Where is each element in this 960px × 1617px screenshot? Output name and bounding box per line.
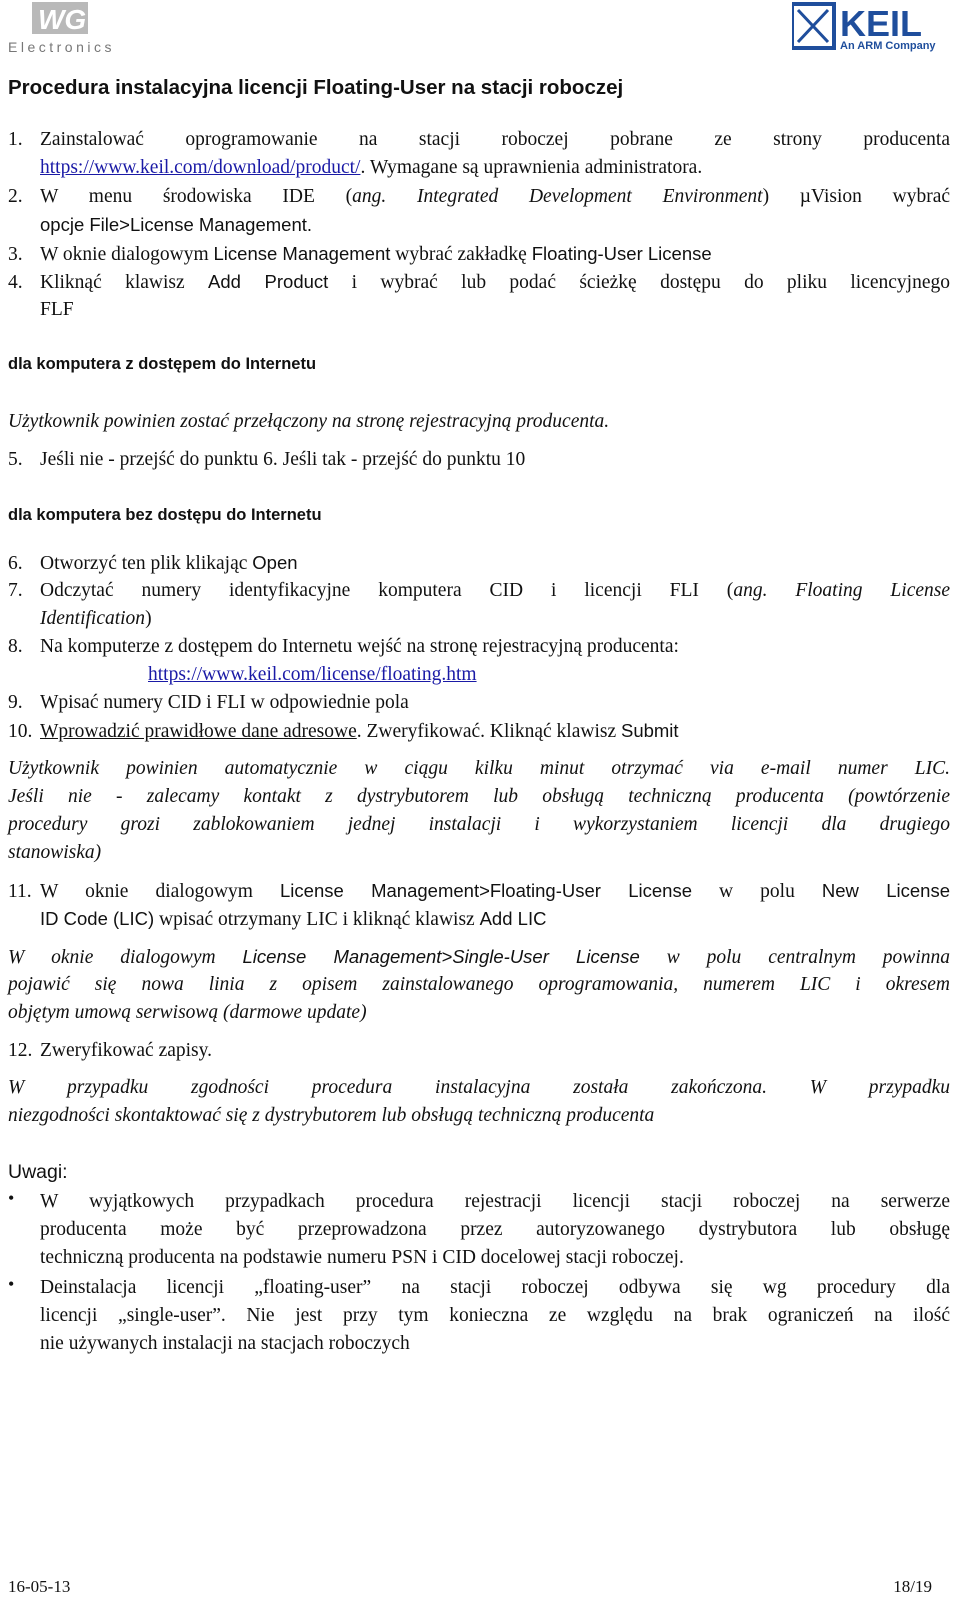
ui-term: Add LIC: [479, 908, 547, 929]
step-text: W oknie dialogowym: [40, 244, 214, 265]
dialog-paragraph-1: [8, 943, 950, 972]
step-text: Na komputerze z dostępem do Internetu wejść na stronę rejestracyjną producenta:: [40, 636, 679, 657]
step-number: 12.: [8, 1040, 33, 1061]
ui-term: License Management: [213, 243, 391, 264]
step-text: w polu: [692, 881, 822, 902]
wg-logo-graphic: [8, 0, 138, 58]
svg-text:WG: WG: [38, 4, 87, 35]
step-text-underlined: Wprowadzić prawidłowe dane adresowe: [40, 721, 357, 742]
step-text-italic: Floating License: [767, 580, 950, 601]
svg-text:Electronics: Electronics: [8, 39, 115, 55]
ui-term: License Management>Floating-User License: [280, 880, 692, 901]
paragraph-text: W oknie dialogowym: [8, 947, 243, 968]
step-text-italic: ang.: [352, 186, 387, 207]
note-1-line-3: techniczną producenta na podstawie numeru PSN i CID docelowej stacji roboczej.: [40, 1247, 684, 1268]
step-text: Jeśli nie - przejść do punktu 6. Jeśli tak - przejść do punktu 10: [40, 449, 526, 470]
step-text: ) µVision wybrać: [762, 186, 951, 207]
internet-note: Użytkownik powinien zostać przełączony na stronę rejestracyjną producenta.: [8, 411, 610, 432]
paragraph-text: w polu centralnym powinna: [639, 947, 950, 968]
ui-term: Submit: [620, 720, 679, 741]
step-number: 2.: [8, 186, 23, 207]
note-1-line-2: producenta może być przeprowadzona przez autoryzowanego dystrybutora lub obsługę: [40, 1219, 950, 1240]
step-number: 7.: [8, 580, 23, 601]
step-8-line-1: [8, 633, 950, 661]
step-1-line-2: [8, 154, 950, 182]
step-text: . Wymagane są uprawnienia administratora.: [360, 157, 703, 178]
step-number: 5.: [8, 449, 23, 470]
wg-electronics-logo: [8, 0, 138, 58]
step-number: 8.: [8, 636, 23, 657]
keil-logo: [792, 0, 952, 56]
step-text: Odczytać numery identyfikacyjne komputera CID i licencji FLI (: [40, 580, 734, 601]
done-paragraph-2: niezgodności skontaktować się z dystrybutorem lub obsługą techniczną producenta: [8, 1105, 655, 1126]
step-text: Wpisać numery CID i FLI w odpowiednie pola: [40, 692, 409, 713]
ui-term: Floating-User License: [531, 243, 712, 264]
step-8-line-2: [148, 661, 950, 689]
dialog-paragraph-2: pojawić się nowa linia z opisem zainstalowanego oprogramowania, numerem LIC i okresem: [8, 974, 950, 995]
step-number: 3.: [8, 244, 23, 265]
auto-paragraph-4: stanowiska): [8, 842, 102, 863]
step-number: 4.: [8, 272, 23, 293]
bullet-2: •: [8, 1274, 15, 1294]
step-3: [8, 240, 950, 269]
registration-link[interactable]: https://www.keil.com/license/floating.htm: [148, 664, 477, 685]
step-text: W menu środowiska IDE (: [40, 186, 353, 207]
done-paragraph-1: W przypadku zgodności procedura instalacyjna została zakończona. W przypadku: [8, 1077, 950, 1098]
step-10: [8, 717, 950, 746]
step-6: [8, 549, 950, 578]
step-text-italic: Integrated Development Environment: [386, 186, 763, 207]
step-text: W oknie dialogowym: [40, 881, 281, 902]
step-11-line-1: [8, 877, 950, 906]
step-number: 1.: [8, 129, 23, 150]
step-text: wybrać zakładkę: [390, 244, 532, 265]
step-1-line-1: [8, 126, 950, 154]
auto-paragraph-1: Użytkownik powinien automatycznie w ciągu kilku minut otrzymać via e-mail numer LIC.: [8, 758, 950, 779]
footer-page-number: 18/19: [893, 1577, 932, 1596]
step-text: Zweryfikować zapisy.: [40, 1040, 212, 1061]
step-text-italic: Identification: [40, 608, 146, 629]
step-number: 11.: [8, 881, 32, 902]
internet-heading: dla komputera z dostępem do Internetu: [8, 355, 317, 373]
step-text: wpisać otrzymany LIC i kliknąć klawisz: [154, 909, 480, 930]
note-2-line-2: licencji „single-user”. Nie jest przy tym konieczna ze względu na brak ograniczeń na ilość: [40, 1305, 950, 1326]
step-5: [8, 446, 950, 474]
step-text: i wybrać lub podać ścieżkę dostępu do pliku licencyjnego: [328, 272, 950, 293]
note-2-line-3: nie używanych instalacji na stacjach roboczych: [40, 1333, 410, 1354]
bullet-1: •: [8, 1188, 15, 1208]
step-number: 6.: [8, 553, 23, 574]
step-text: Otworzyć ten plik klikając: [40, 553, 253, 574]
offline-heading: dla komputera bez dostępu do Internetu: [8, 506, 322, 524]
step-text: . Zweryfikować. Kliknąć klawisz: [356, 721, 621, 742]
page-title: Procedura instalacyjna licencji Floating-User na stacji roboczej: [8, 76, 624, 99]
step-7-line-2: [8, 605, 950, 633]
ui-term: New License: [821, 880, 950, 901]
ui-term: License Management>Single-User License: [242, 946, 640, 967]
svg-text:KEIL: KEIL: [840, 3, 923, 44]
download-link[interactable]: https://www.keil.com/download/product/: [40, 157, 361, 178]
step-2-line-2: opcje File>License Management.: [40, 214, 313, 235]
auto-paragraph-2: Jeśli nie - zalecamy kontakt z dystrybutorem lub obsługą techniczną producenta (powtórzenie: [8, 786, 950, 807]
step-11-line-2: [8, 905, 950, 934]
step-number: 9.: [8, 692, 23, 713]
dialog-paragraph-3: objętym umową serwisową (darmowe update): [8, 1002, 367, 1023]
svg-text:An ARM Company: An ARM Company: [840, 40, 936, 52]
keil-logo-graphic: [792, 0, 952, 56]
step-12: [8, 1037, 950, 1065]
step-7-line-1: [8, 577, 950, 605]
notes-heading: Uwagi:: [8, 1161, 68, 1183]
step-4-line-2: FLF: [40, 299, 74, 320]
note-2-line-1: Deinstalacja licencji „floating-user” na stacji roboczej odbywa się wg procedury dla: [40, 1277, 950, 1298]
step-text: Zainstalować oprogramowanie na stacji roboczej pobrane ze strony producenta: [40, 129, 950, 150]
step-2-line-1: [8, 183, 950, 211]
step-text-italic: ang.: [733, 580, 768, 601]
ui-term: Add Product: [208, 271, 329, 292]
ui-term: Open: [252, 552, 298, 573]
step-text: Kliknąć klawisz: [40, 272, 208, 293]
step-text: ): [145, 608, 152, 629]
note-1-line-1: W wyjątkowych przypadkach procedura rejestracji licencji stacji roboczej na serwerze: [40, 1191, 950, 1212]
step-9: [8, 689, 950, 717]
auto-paragraph-3: procedury grozi zablokowaniem jednej instalacji i wykorzystaniem licencji dla drugiego: [8, 814, 950, 835]
step-number: 10.: [8, 721, 33, 742]
ui-term: ID Code (LIC): [40, 908, 155, 929]
step-4-line-1: [8, 268, 950, 297]
footer-date: 16-05-13: [8, 1577, 71, 1596]
